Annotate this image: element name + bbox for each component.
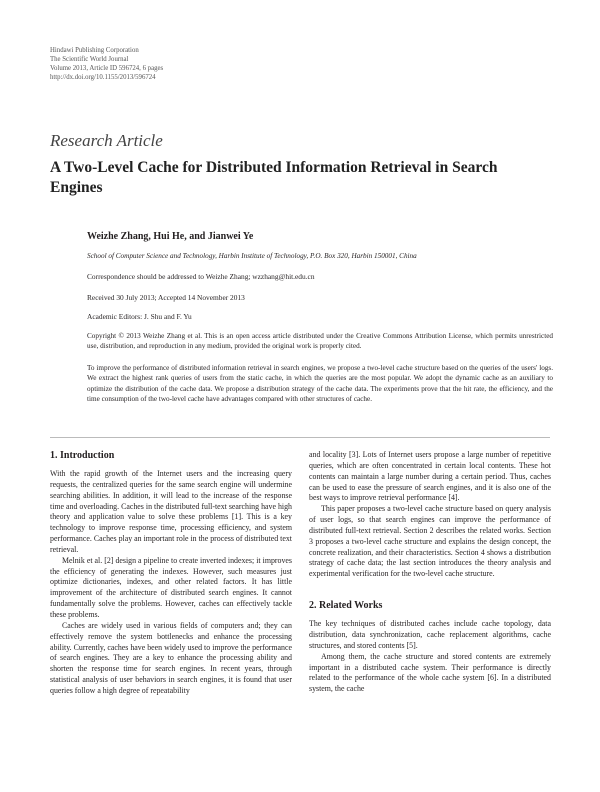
right-column bbox=[309, 450, 551, 695]
journal-header bbox=[50, 47, 350, 83]
affiliation: School of Computer Science and Technology, Harbin Institute of Technology, P.O. Box 320, Harbin 150001, China bbox=[87, 252, 417, 260]
body-paragraph: Melnik et al. [2] design a pipeline to create inverted indexes; it improves the efficiency of generating the indexes. However, such measures just optimize dictionaries, indexes, and other related factors. It has little improvement of the architecture of distributed search engines. It cannot fundamentally solve the problems. However, caches can effectively tackle these problems. bbox=[50, 555, 292, 619]
correspondence: Correspondence should be addressed to Weizhe Zhang; wzzhang@hit.edu.cn bbox=[87, 272, 315, 281]
body-paragraph: Caches are widely used in various fields of computers and; they can effectively remove the system bottlenecks and enhance the processing ability. Currently, caches have been widely used to improve the performance of search engines. They are a key to enhance the processing ability and shorten the response time for search engines. In recent years, through statistical analysis of user behaviors in search engines, it is found that user queries follow a high degree of repeatability bbox=[50, 620, 292, 695]
doi-link[interactable]: http://dx.doi.org/10.1155/2013/596724 bbox=[50, 73, 156, 81]
section-heading-introduction: 1. Introduction bbox=[50, 450, 115, 461]
section-divider bbox=[50, 437, 550, 438]
left-column bbox=[50, 450, 292, 697]
volume-line: Volume 2013, Article ID 596724, 6 pages bbox=[50, 64, 164, 72]
body-paragraph: With the rapid growth of the Internet users and the increasing query requests, the centralized queries for the same search engine will undermine searching abilities. In addition, it will lead to the increase of the response time and overloading. Caches in the distributed full-text searching have high theory and application value to solve these problems [1]. This is a key technology to improve response time, processing efficiency, and system performance. Caches play an important role in the process of distributed text retrieval. bbox=[50, 469, 292, 554]
section-heading-related-works: 2. Related Works bbox=[309, 600, 383, 612]
copyright-notice: Copyright © 2013 Weizhe Zhang et al. This is an open access article distributed under the Creative Commons Attribution License, which permits unrestricted use, distribution, and reproduction in any medium, provided the original work is properly cited. bbox=[87, 332, 553, 351]
publisher-line: Hindawi Publishing Corporation bbox=[50, 47, 139, 54]
body-paragraph: and locality [3]. Lots of Internet users propose a large number of repetitive queries, which are often concentrated in certain local contents. These hot contents can maintain a large number during a certain period. Thus, caches can be used to ease the pressure of search engines, and it is also one of the best ways to improve retrieval performance [4]. bbox=[309, 450, 551, 503]
received-dates: Received 30 July 2013; Accepted 14 November 2013 bbox=[87, 293, 245, 302]
body-paragraph: This paper proposes a two-level cache structure based on query analysis of user logs, so that search engines can improve the performance of distributed full-text retrieval. Section 2 describes the related works. Section 3 proposes a two-level cache structure and explains the design concept, the concrete realization, and their characteristics. Section 4 shows a distribution strategy of cache data; the last section introduces the theory analysis and experimental verification for the two-level cache structure. bbox=[309, 504, 551, 579]
body-paragraph: The key techniques of distributed caches include cache topology, data distribution, data synchronization, cache replacement algorithms, cache structures, and stored contents [5]. bbox=[309, 619, 551, 650]
article-title: A Two-Level Cache for Distributed Information Retrieval in Search Engines bbox=[50, 159, 498, 196]
author-list: Weizhe Zhang, Hui He, and Jianwei Ye bbox=[87, 231, 254, 242]
body-paragraph: Among them, the cache structure and stored contents are extremely important in a distributed cache system. Their performance is directly related to the performance of the whole cache system [6]. In a distributed system, the cache bbox=[309, 651, 551, 694]
academic-editors: Academic Editors: J. Shu and F. Yu bbox=[87, 312, 192, 321]
abstract: To improve the performance of distributed information retrieval in search engines, we propose a two-level cache structure based on the queries of the users' logs. We extract the highest rank queries of users from the static cache, in which the queries are the most popular. We adopt the dynamic cache as an auxiliary to optimize the distribution of the cache data. We propose a distribution strategy of the cache data. The experiments prove that the hit rate, the efficiency, and the time consumption of the two-level cache have advantages compared with other structures of cache. bbox=[87, 364, 553, 404]
journal-line: The Scientific World Journal bbox=[50, 55, 129, 63]
article-type: Research Article bbox=[50, 131, 163, 150]
